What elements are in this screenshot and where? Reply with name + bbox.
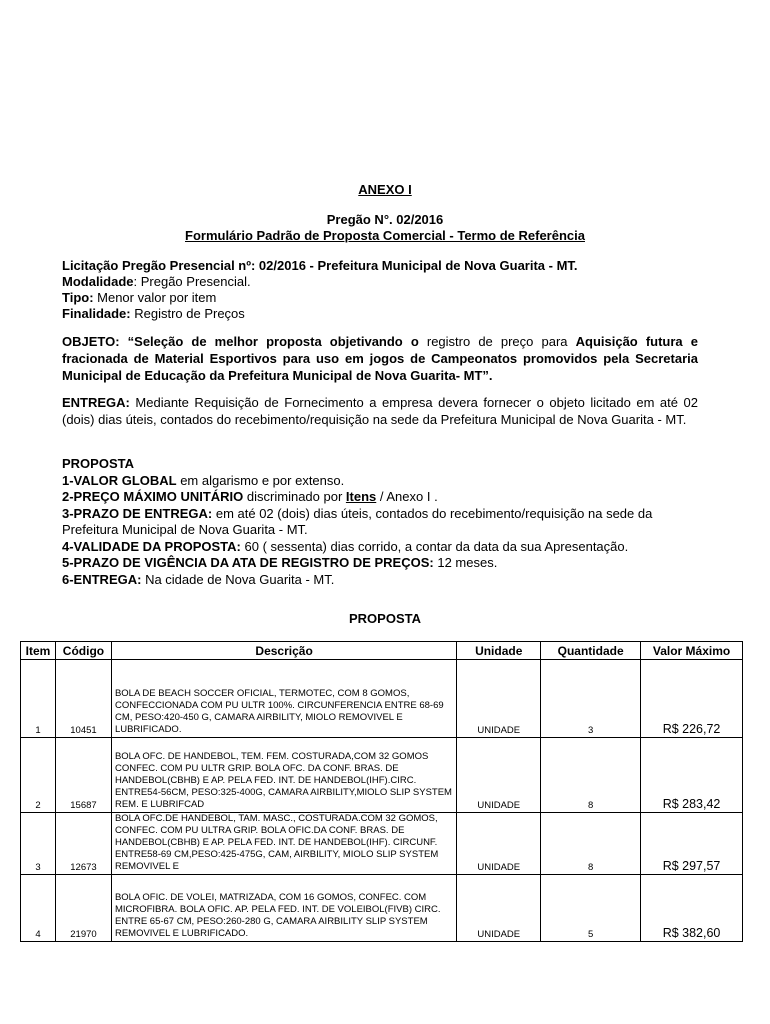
- pregao-number: Pregão N°. 02/2016: [326, 212, 444, 227]
- row-item: 1: [21, 660, 56, 738]
- row-valor: R$ 283,42: [641, 738, 743, 813]
- table-title: PROPOSTA: [349, 611, 421, 626]
- row-descricao: BOLA OFC. DE HANDEBOL, TEM. FEM. COSTURADA,COM 32 GOMOS CONFEC. COM PU ULTR GRIP. BOLA OFC. DA CONF. BRAS. DE HANDEBOL(CBHB) E AP. PELA FED. INT. DE HANDEBOL(IHF).CIRC. ENTRE54-56CM, PESO:325-400G, CAMARA AIRBILITY,MIOLO SLIP SYSTEM REM. E LUBRIFCAD: [111, 738, 456, 813]
- form-title: Formulário Padrão de Proposta Comercial - Termo de Referência: [185, 228, 585, 243]
- proposta-item-1: 1-VALOR GLOBAL em algarismo e por extenso.: [62, 472, 345, 488]
- table-row: [21, 738, 743, 813]
- col-header-unidade: Unidade: [457, 642, 541, 660]
- row-descricao: BOLA OFC.DE HANDEBOL, TAM. MASC., COSTURADA.COM 32 GOMOS, CONFEC. COM PU ULTRA GRIP. BOLA OFIC.DA CONF. BRAS. DE HANDEBOL(CBHB) E AP. PELA FED. INT. DE HANDEBOL(IHF). CIRCUNF. ENTRE58-69 CM,PESO:425-475G, CAM, AIRBILITY, MIOLO SLIP SYSTEM REMOVIVEL E: [111, 813, 456, 875]
- row-unidade: UNIDADE: [457, 660, 541, 738]
- modalidade-line: Modalidade: Pregão Presencial.: [62, 274, 251, 289]
- row-codigo: 12673: [55, 813, 111, 875]
- row-quantidade: 3: [541, 660, 641, 738]
- col-header-item: Item: [21, 642, 56, 660]
- col-header-codigo: Código: [55, 642, 111, 660]
- finalidade-line: Finalidade: Registro de Preços: [62, 306, 245, 321]
- proposta-item-2: 2-PREÇO MÁXIMO UNITÁRIO discriminado por Itens / Anexo I .: [62, 489, 438, 504]
- proposta-item-5: 5-PRAZO DE VIGÊNCIA DA ATA DE REGISTRO DE PREÇOS: 12 meses.: [62, 555, 498, 570]
- row-valor: R$ 382,60: [641, 875, 743, 942]
- proposta-item-6: 6-ENTREGA: Na cidade de Nova Guarita - MT.: [62, 571, 335, 587]
- row-unidade: UNIDADE: [457, 738, 541, 813]
- proposta-item-3: 3-PRAZO DE ENTREGA: em até 02 (dois) dias úteis, contados do recebimento/requisição na sede da Prefeitura Municipal de Nova Guarita - MT.: [62, 505, 653, 537]
- annex-title: ANEXO I: [358, 182, 412, 197]
- col-header-descricao: Descrição: [111, 642, 456, 660]
- proposta-heading: PROPOSTA: [62, 456, 134, 471]
- row-item: 2: [21, 738, 56, 813]
- table-row: [21, 813, 743, 875]
- row-quantidade: 5: [541, 875, 641, 942]
- entrega-paragraph: ENTREGA: Mediante Requisição de Fornecimento a empresa devera fornecer o objeto licitado em até 02 (dois) dias úteis, contados do recebimento/requisição na sede da Prefeitura Municipal de Nova Guarita - MT.: [62, 395, 698, 427]
- proposta-list: [62, 456, 702, 588]
- row-codigo: 21970: [55, 875, 111, 942]
- row-codigo: 10451: [55, 660, 111, 738]
- col-header-valor: Valor Máximo: [641, 642, 743, 660]
- row-unidade: UNIDADE: [457, 813, 541, 875]
- objeto-paragraph: OBJETO: “Seleção de melhor proposta objetivando o registro de preço para Aquisição futura e fracionada de Material Esportivos para uso em jogos de Campeonatos promovidos pela Secretaria Municipal de Educação da Prefeitura Municipal de Nova Guarita- MT”.: [62, 334, 698, 383]
- table-row: [21, 875, 743, 942]
- proposta-item-4: 4-VALIDADE DA PROPOSTA: 60 ( sessenta) dias corrido, a contar da data da sua Apresentação.: [62, 538, 629, 554]
- tipo-line: Tipo: Menor valor por item: [62, 290, 217, 305]
- row-descricao: BOLA DE BEACH SOCCER OFICIAL, TERMOTEC, COM 8 GOMOS, CONFECCIONADA COM PU ULTR 100%. CIRCUNFERENCIA ENTRE 68-69 CM, PESO:420-450 G, CAMARA AIRBILITY, MIOLO REMOVIVEL E LUBRIFICADO.: [111, 660, 456, 738]
- row-descricao: BOLA OFIC. DE VOLEI, MATRIZADA, COM 16 GOMOS, CONFEC. COM MICROFIBRA. BOLA OFIC. AP. PELA FED. INT. DE VOLEIBOL(FIVB) CIRC. ENTRE 65-67 CM, PESO:260-280 G, CAMARA AIRBILITY SLIP SYSTEM REMOVIVEL E LUBRIFICADO.: [111, 875, 456, 942]
- row-quantidade: 8: [541, 813, 641, 875]
- table-header-row: [21, 642, 743, 660]
- meta-block: [62, 258, 702, 322]
- proposal-table: [20, 641, 743, 942]
- row-valor: R$ 297,57: [641, 813, 743, 875]
- row-item: 3: [21, 813, 56, 875]
- row-unidade: UNIDADE: [457, 875, 541, 942]
- table-row: [21, 660, 743, 738]
- licitacao-line: Licitação Pregão Presencial nº: 02/2016 - Prefeitura Municipal de Nova Guarita - MT.: [62, 258, 578, 273]
- row-item: 4: [21, 875, 56, 942]
- row-codigo: 15687: [55, 738, 111, 813]
- col-header-quantidade: Quantidade: [541, 642, 641, 660]
- row-quantidade: 8: [541, 738, 641, 813]
- row-valor: R$ 226,72: [641, 660, 743, 738]
